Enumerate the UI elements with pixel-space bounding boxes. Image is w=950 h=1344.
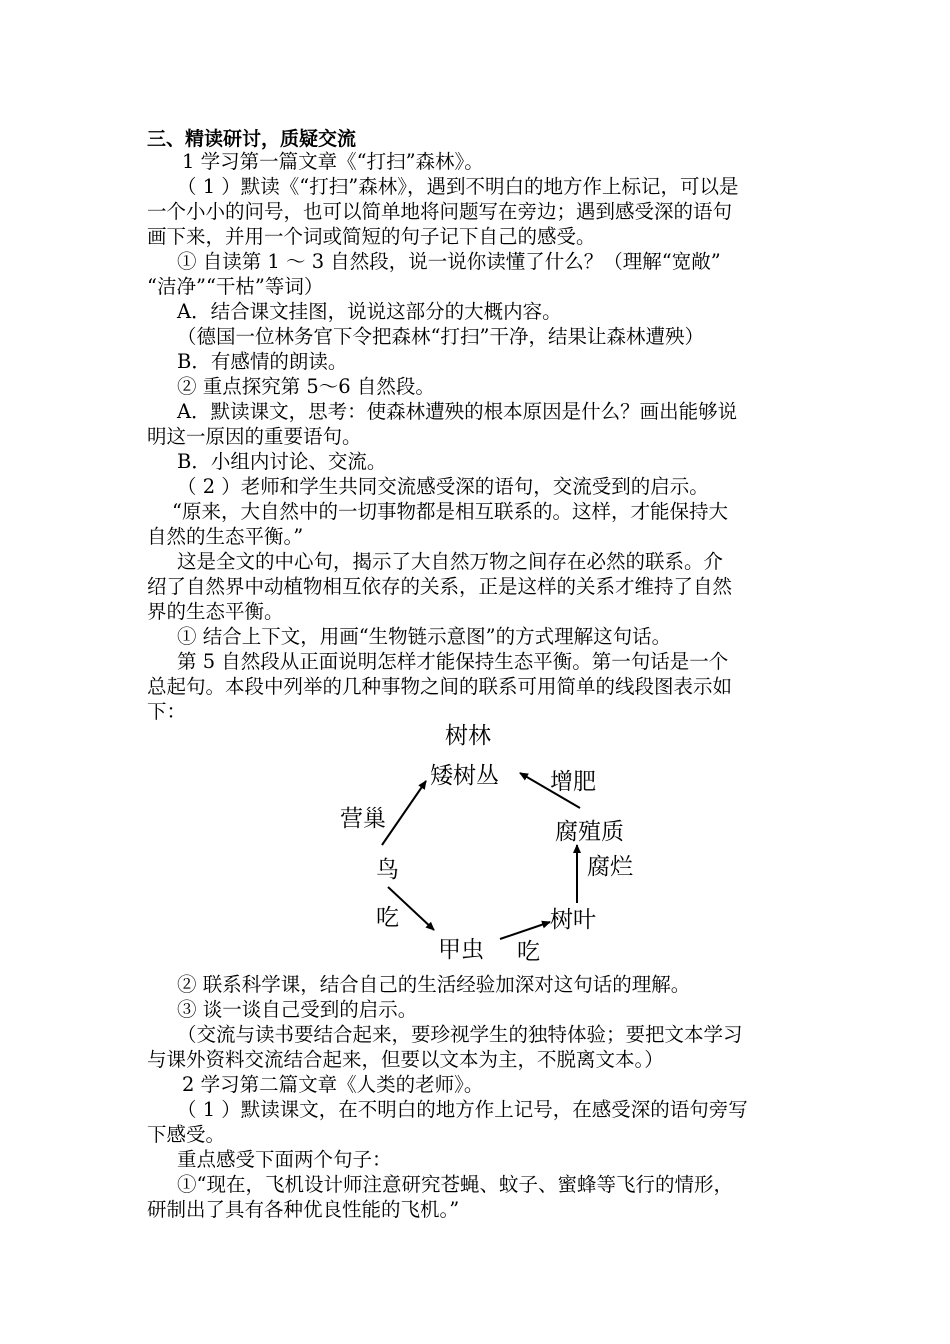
text-line: ② 联系科学课，结合自己的生活经验加深对这句话的理解。 bbox=[177, 973, 691, 996]
label-beetle: 甲虫 bbox=[438, 937, 484, 963]
label-shrub: 矮树丛 bbox=[430, 763, 499, 789]
label-humus: 腐殖质 bbox=[555, 819, 624, 845]
text-line: 画下来，并用一个词或简短的句子记下自己的感受。 bbox=[147, 225, 596, 248]
text-line: 重点感受下面两个句子： bbox=[177, 1148, 392, 1171]
text-line: ③ 谈一谈自己受到的启示。 bbox=[177, 998, 418, 1021]
text-line: 这是全文的中心句，揭示了大自然万物之间存在必然的联系。介 bbox=[177, 550, 724, 573]
arrow-bird-to-shrub bbox=[382, 781, 426, 845]
text-line: “洁净”“干枯”等词） bbox=[147, 275, 324, 298]
text-line: A．默读课文，思考：使森林遭殃的根本原因是什么？画出能够说 bbox=[177, 400, 738, 423]
section-heading: 三、精读研讨，质疑交流 bbox=[147, 128, 357, 150]
text-line: ① 结合上下文，用画“生物链示意图”的方式理解这句话。 bbox=[177, 625, 672, 648]
text-line: 与课外资料交流结合起来，但要以文本为主，不脱离文本。） bbox=[147, 1048, 664, 1071]
text-line: （交流与读书要结合起来，要珍视学生的独特体验；要把文本学习 bbox=[177, 1023, 743, 1046]
text-line: （ 2 ）老师和学生共同交流感受深的语句，交流受到的启示。 bbox=[177, 475, 709, 498]
text-line: 下感受。 bbox=[147, 1123, 226, 1146]
text-line: “原来，大自然中的一切事物都是相互联系的。这样，才能保持大 bbox=[172, 500, 728, 523]
text-line: 绍了自然界中动植物相互依存的关系，正是这样的关系才维持了自然 bbox=[147, 575, 733, 598]
text-line: 自然的生态平衡。” bbox=[147, 525, 304, 548]
label-eat-left: 吃 bbox=[376, 905, 399, 931]
text-line: A．结合课文挂图，说说这部分的大概内容。 bbox=[177, 300, 562, 323]
text-line: 界的生态平衡。 bbox=[147, 600, 284, 623]
text-line: 1 学习第一篇文章《“打扫”森林》。 bbox=[182, 150, 484, 173]
label-fertilize: 增肥 bbox=[550, 769, 596, 795]
text-line: 明这一原因的重要语句。 bbox=[147, 425, 362, 448]
label-rot: 腐烂 bbox=[587, 854, 633, 880]
label-leaves: 树叶 bbox=[550, 907, 596, 933]
text-line: B．小组内讨论、交流。 bbox=[177, 450, 387, 473]
text-line: ② 重点探究第 5～6 自然段。 bbox=[177, 375, 435, 398]
food-chain-diagram bbox=[330, 715, 650, 970]
label-nest: 营巢 bbox=[340, 806, 386, 832]
label-bird: 鸟 bbox=[376, 857, 399, 883]
text-line: （ 1 ）默读《“打扫”森林》，遇到不明白的地方作上标记，可以是 bbox=[177, 175, 739, 198]
text-line: （ 1 ）默读课文，在不明白的地方作上记号，在感受深的语句旁写 bbox=[177, 1098, 748, 1121]
text-line: ① 自读第 1 ～ 3 自然段，说一说你读懂了什么？（理解“宽敞” bbox=[177, 250, 721, 273]
text-line: 研制出了具有各种优良性能的飞机。” bbox=[147, 1198, 460, 1221]
text-line: B．有感情的朗读。 bbox=[177, 350, 348, 373]
text-line: 第 5 自然段从正面说明怎样才能保持生态平衡。第一句话是一个 bbox=[177, 650, 729, 673]
text-line: 总起句。本段中列举的几种事物之间的联系可用简单的线段图表示如 bbox=[147, 675, 733, 698]
label-eat-bottom: 吃 bbox=[517, 939, 540, 965]
text-line: 2 学习第二篇文章《人类的老师》。 bbox=[182, 1073, 484, 1096]
text-line: ①“现在，飞机设计师注意研究苍蝇、蚊子、蜜蜂等飞行的情形， bbox=[177, 1173, 733, 1196]
text-line: 下： bbox=[147, 700, 187, 723]
text-line: 一个小小的问号，也可以简单地将问题写在旁边；遇到感受深的语句 bbox=[147, 200, 733, 223]
text-line: （德国一位林务官下令把森林“打扫”干净，结果让森林遭殃） bbox=[177, 325, 704, 348]
label-forest: 树林 bbox=[445, 723, 491, 749]
